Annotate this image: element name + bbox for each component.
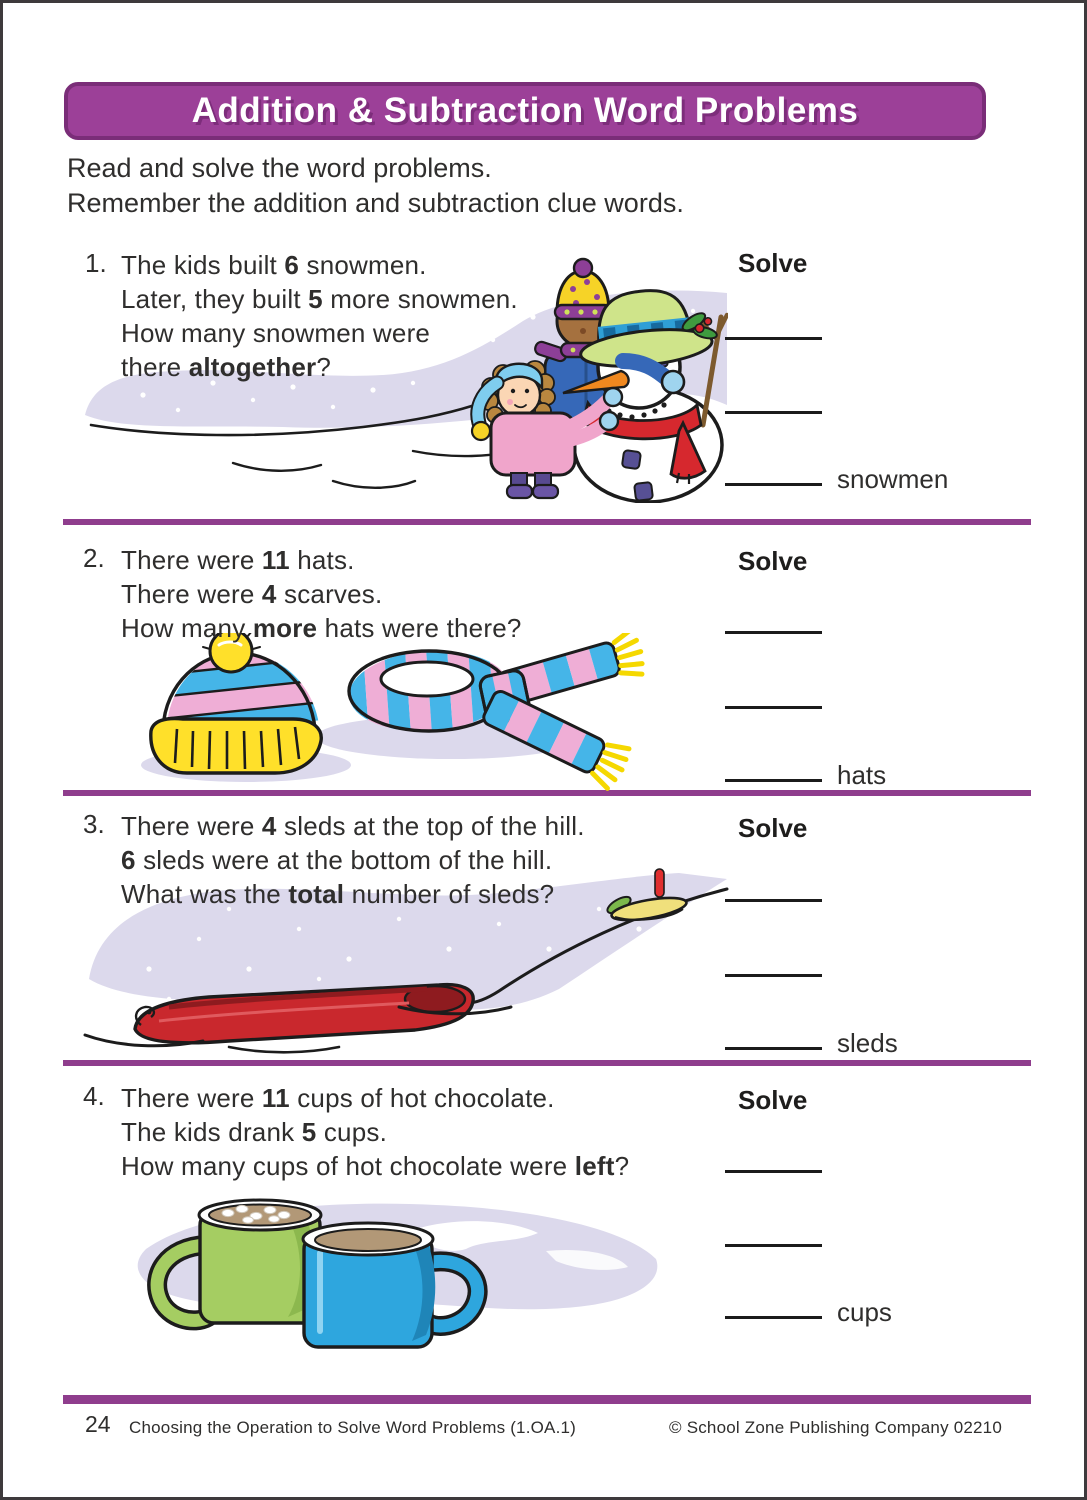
problem-text-line: How many cups of hot chocolate were left? bbox=[121, 1151, 630, 1181]
hat-and-scarf-illustration bbox=[131, 633, 646, 791]
problem-number: 2. bbox=[83, 543, 105, 573]
answer-blank[interactable] bbox=[725, 678, 822, 709]
answer-row bbox=[725, 458, 949, 494]
problem-text bbox=[121, 248, 721, 384]
answer-row bbox=[725, 681, 822, 709]
answer-row bbox=[725, 1145, 822, 1173]
problem-text-line: There were 4 sleds at the top of the hill. bbox=[121, 811, 585, 841]
answer-row bbox=[725, 312, 822, 340]
answer-blank[interactable] bbox=[725, 603, 822, 634]
problem-text-line: The kids drank 5 cups. bbox=[121, 1117, 387, 1147]
answer-blank[interactable] bbox=[725, 1288, 822, 1319]
page-title bbox=[64, 82, 986, 140]
problem-number: 3. bbox=[83, 809, 105, 839]
answer-row bbox=[725, 606, 822, 634]
problem-text-line: There were 4 scarves. bbox=[121, 579, 383, 609]
problem-text-line: there altogether? bbox=[121, 352, 332, 382]
solve-label: Solve bbox=[738, 546, 808, 576]
problem-text-line: There were 11 hats. bbox=[121, 545, 355, 575]
answer-row bbox=[725, 949, 822, 977]
instructions bbox=[67, 151, 684, 221]
page-number: 24 bbox=[85, 1411, 111, 1437]
problem-text-line: The kids built 6 snowmen. bbox=[121, 250, 427, 280]
solve-label: Solve bbox=[738, 248, 808, 278]
section-divider bbox=[63, 519, 1031, 525]
solve-label: Solve bbox=[738, 813, 808, 843]
problem-text-line: What was the total number of sleds? bbox=[121, 879, 555, 909]
answer-unit-label: snowmen bbox=[837, 464, 949, 494]
answer-blank[interactable] bbox=[725, 1019, 822, 1050]
answer-row bbox=[725, 386, 822, 414]
solve-label: Solve bbox=[738, 1085, 808, 1115]
answer-blank[interactable] bbox=[725, 455, 822, 486]
problem-text bbox=[121, 543, 721, 645]
answer-row bbox=[725, 874, 822, 902]
answer-blank[interactable] bbox=[725, 946, 822, 977]
answer-blank[interactable] bbox=[725, 1216, 822, 1247]
footer-divider bbox=[63, 1395, 1031, 1404]
problem-number: 4. bbox=[83, 1081, 105, 1111]
problem-text-line: How many snowmen were bbox=[121, 318, 431, 348]
footer-section-title: Choosing the Operation to Solve Word Problems (1.OA.1) bbox=[129, 1418, 577, 1437]
answer-blank[interactable] bbox=[725, 383, 822, 414]
problem-text-line: There were 11 cups of hot chocolate. bbox=[121, 1083, 555, 1113]
answer-unit-label: cups bbox=[837, 1297, 892, 1327]
problem-text-line: How many more hats were there? bbox=[121, 613, 522, 643]
instruction-line: Remember the addition and subtraction clue words. bbox=[67, 188, 684, 218]
striped-scarf bbox=[342, 633, 646, 791]
page-title-text: Addition & Subtraction Word Problems bbox=[191, 91, 859, 130]
instruction-line: Read and solve the word problems. bbox=[67, 153, 492, 183]
winter-hat bbox=[138, 633, 337, 773]
section-divider bbox=[63, 1060, 1031, 1066]
problem-text-line: Later, they built 5 more snowmen. bbox=[121, 284, 518, 314]
answer-row bbox=[725, 1022, 898, 1058]
answer-unit-label: sleds bbox=[837, 1028, 898, 1058]
answer-row bbox=[725, 1219, 822, 1247]
answer-blank[interactable] bbox=[725, 871, 822, 902]
problem-number: 1. bbox=[85, 248, 107, 278]
answer-row bbox=[725, 754, 887, 790]
hot-chocolate-mugs-illustration bbox=[116, 1189, 671, 1351]
answer-blank[interactable] bbox=[725, 751, 822, 782]
footer-copyright: © School Zone Publishing Company 02210 bbox=[669, 1418, 1002, 1437]
problem-text bbox=[121, 1081, 761, 1183]
answer-blank[interactable] bbox=[725, 1142, 822, 1173]
problem-text bbox=[121, 809, 741, 911]
answer-row bbox=[725, 1291, 892, 1327]
answer-blank[interactable] bbox=[725, 309, 822, 340]
answer-unit-label: hats bbox=[837, 760, 887, 790]
problem-text-line: 6 sleds were at the bottom of the hill. bbox=[121, 845, 553, 875]
